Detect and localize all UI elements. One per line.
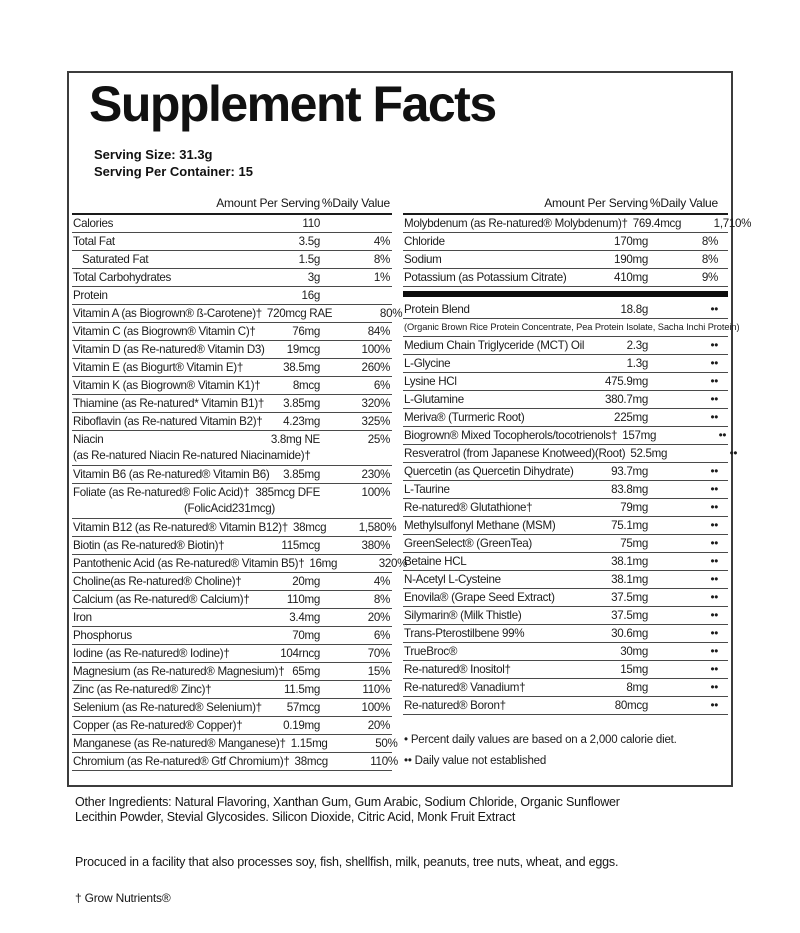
nutrient-daily-value: 6% xyxy=(373,629,390,642)
nutrient-label: Calcium (as Re-natured® Calcium)† xyxy=(73,593,250,606)
nutrient-row xyxy=(72,573,392,591)
nutrient-label: Re-natured® Vanadium† xyxy=(404,681,526,694)
nutrient-amount: 75.1mg xyxy=(611,519,648,532)
nutrient-amount: 79mg xyxy=(620,501,648,514)
nutrient-label: TrueBroc® xyxy=(404,645,458,658)
nutrient-label: Saturated Fat xyxy=(82,253,149,266)
nutrient-daily-value: •• xyxy=(710,303,718,316)
nutrient-label: N-Acetyl L-Cysteine xyxy=(404,573,501,586)
nutrient-row xyxy=(72,251,392,269)
nutrient-row xyxy=(403,427,728,445)
nutrient-label: Methylsulfonyl Methane (MSM) xyxy=(404,519,556,532)
nutrient-label: Protein xyxy=(73,289,108,302)
nutrient-daily-value: 80% xyxy=(379,307,403,320)
nutrient-label: Re-natured® Boron† xyxy=(404,699,506,712)
nutrient-row xyxy=(72,377,392,395)
nutrient-daily-value: 320% xyxy=(361,397,390,410)
footnotes xyxy=(403,730,728,772)
nutrient-amount: 3.4mg xyxy=(289,611,320,624)
nutrient-amount: 170mg xyxy=(614,235,648,248)
nutrient-amount: 110 xyxy=(302,217,320,230)
nutrient-amount: 11.5mg xyxy=(283,683,320,696)
nutrient-row xyxy=(72,233,392,251)
amount-per-serving-header: Amount Per Serving xyxy=(544,196,648,210)
nutrient-row xyxy=(403,409,728,427)
nutrient-amount: 3g xyxy=(307,271,320,284)
nutrient-label: Enovila® (Grape Seed Extract) xyxy=(404,591,555,604)
nutrient-daily-value: •• xyxy=(710,537,718,550)
thick-divider xyxy=(403,291,728,297)
nutrient-daily-value: •• xyxy=(710,339,718,352)
left-column xyxy=(72,193,408,771)
nutrient-daily-value: •• xyxy=(710,519,718,532)
nutrient-amount: 30.6mg xyxy=(611,627,648,640)
nutrient-label: Riboflavin (as Re-natured Vitamin B2)† xyxy=(73,415,263,428)
nutrient-amount: 410mg xyxy=(614,271,648,284)
nutrient-row xyxy=(72,537,392,555)
nutrient-row xyxy=(72,323,392,341)
nutrient-amount: 8mcg xyxy=(292,379,320,392)
nutrient-row xyxy=(72,555,408,573)
nutrient-label: Vitamin K (as Biogrown® Vitamin K1)† xyxy=(73,379,261,392)
nutrient-label: Silymarin® (Milk Thistle) xyxy=(404,609,522,622)
nutrient-daily-value: •• xyxy=(710,645,718,658)
nutrient-label: Protein Blend xyxy=(404,303,470,316)
nutrient-row xyxy=(403,625,728,643)
nutrient-row xyxy=(403,499,728,517)
nutrient-label: Magnesium (as Re-natured® Magnesium)† xyxy=(73,665,285,678)
nutrient-row xyxy=(403,355,728,373)
nutrient-amount: 769.4mcg xyxy=(632,217,682,230)
nutrient-daily-value: •• xyxy=(710,411,718,424)
nutrient-daily-value: •• xyxy=(710,357,718,370)
nutrient-label: Thiamine (as Re-natured* Vitamin B1)† xyxy=(73,397,265,410)
right-column-rows xyxy=(403,215,752,715)
nutrient-daily-value: •• xyxy=(710,663,718,676)
nutrient-label: Vitamin B6 (as Re-natured® Vitamin B6) xyxy=(73,468,270,481)
nutrient-daily-value: •• xyxy=(710,501,718,514)
nutrient-daily-value: 70% xyxy=(367,647,390,660)
nutrient-amount: 38.5mg xyxy=(283,361,320,374)
nutrient-label: Vitamin A (as Biogrown® ß-Carotene)† xyxy=(73,307,262,320)
nutrient-row xyxy=(403,607,728,625)
nutrient-label: Lysine HCl xyxy=(404,375,457,388)
nutrition-columns xyxy=(69,193,752,785)
nutrient-amount: 65mg xyxy=(292,665,320,678)
nutrient-row xyxy=(72,591,392,609)
nutrient-amount: 70mg xyxy=(292,629,320,642)
nutrient-amount: 37.5mg xyxy=(611,609,648,622)
nutrient-row xyxy=(72,627,392,645)
serving-size: Serving Size: 31.3g xyxy=(94,147,213,162)
nutrient-label: Vitamin E (as Biogurt® Vitamin E)† xyxy=(73,361,243,374)
other-ingredients: Other Ingredients: Natural Flavoring, Xanthan Gum, Gum Arabic, Sodium Chloride, Organic Sunflower Lecithin Powder, Stevial Glycosides. Silicon Dioxide, Citric Acid, Monk Fruit Extract xyxy=(75,795,620,824)
nutrient-row-second-line: (FolicAcid231mcg) xyxy=(72,501,392,519)
nutrient-amount: 8mg xyxy=(626,681,648,694)
nutrient-label: Pantothenic Acid (as Re-natured® Vitamin B5)† xyxy=(73,557,305,570)
nutrient-label: Iron xyxy=(73,611,92,624)
nutrient-row xyxy=(72,663,392,681)
nutrient-label: GreenSelect® (GreenTea) xyxy=(404,537,532,550)
nutrient-label: Calories xyxy=(73,217,114,230)
daily-value-header: %Daily Value xyxy=(649,196,718,210)
nutrient-amount: 15mg xyxy=(620,663,648,676)
nutrient-row xyxy=(72,466,392,484)
nutrient-daily-value: 8% xyxy=(373,593,390,606)
serving-info xyxy=(94,146,253,180)
nutrient-amount: 115mcg xyxy=(281,539,320,552)
nutrient-label: Phosphorus xyxy=(73,629,132,642)
nutrient-label: Chromium (as Re-natured® Gtf Chromium)† xyxy=(73,755,290,768)
nutrient-row xyxy=(403,571,728,589)
footnote-not-established: •• Daily value not established xyxy=(404,755,547,767)
nutrient-amount: 380.7mg xyxy=(604,393,648,406)
nutrient-label: L-Taurine xyxy=(404,483,450,496)
nutrient-amount: 57mcg xyxy=(286,701,320,714)
nutrient-row xyxy=(72,681,392,699)
nutrient-row xyxy=(72,269,392,287)
footnote-daily-values: • Percent daily values are based on a 2,000 calorie diet. xyxy=(404,734,677,746)
nutrient-daily-value: •• xyxy=(718,429,727,442)
nutrient-amount: 110mg xyxy=(286,593,320,606)
nutrient-amount: 76mg xyxy=(292,325,320,338)
nutrient-daily-value: 100% xyxy=(361,701,390,714)
nutrient-row xyxy=(403,215,752,233)
amount-per-serving-header: Amount Per Serving xyxy=(216,196,320,210)
nutrient-row xyxy=(403,517,728,535)
nutrient-row xyxy=(72,753,398,771)
nutrient-amount: 1.3g xyxy=(626,357,648,370)
nutrient-label: Sodium xyxy=(404,253,442,266)
nutrient-amount: 385mcg DFE xyxy=(255,486,320,499)
nutrient-row xyxy=(403,269,728,287)
nutrient-amount: 190mg xyxy=(614,253,648,266)
nutrient-amount: 157mg xyxy=(622,429,657,442)
nutrient-label: Total Fat xyxy=(73,235,115,248)
nutrient-daily-value: 8% xyxy=(373,253,390,266)
nutrient-amount: 38mcg xyxy=(294,755,328,768)
nutrient-amount: 52.5mg xyxy=(630,447,668,460)
nutrient-row-second-line: (as Re-natured Niacin Re-natured Niacinamide)† xyxy=(72,448,392,466)
nutrient-amount: 38mcg xyxy=(292,521,327,534)
nutrient-amount: 3.85mg xyxy=(283,397,320,410)
nutrient-daily-value: 1% xyxy=(373,271,390,284)
nutrient-label: Biogrown® Mixed Tocopherols/tocotrienols† xyxy=(404,429,618,442)
nutrient-row xyxy=(72,519,397,537)
nutrient-row xyxy=(72,484,392,501)
nutrient-label: Medium Chain Triglyceride (MCT) Oil xyxy=(404,339,585,352)
nutrient-daily-value: •• xyxy=(710,699,718,712)
nutrient-label: Foliate (as Re-natured® Folic Acid)† xyxy=(73,486,250,499)
nutrient-row xyxy=(72,735,398,753)
bottom-text xyxy=(75,795,627,905)
nutrient-row xyxy=(72,359,392,377)
nutrient-amount: 18.8g xyxy=(620,303,648,316)
nutrient-daily-value: •• xyxy=(710,393,718,406)
nutrient-label: Iodine (as Re-natured® Iodine)† xyxy=(73,647,230,660)
nutrient-daily-value: 100% xyxy=(361,343,390,356)
left-column-header xyxy=(72,193,392,215)
nutrient-row xyxy=(403,373,728,391)
nutrient-amount: 80mcg xyxy=(614,699,648,712)
nutrient-daily-value: 9% xyxy=(701,271,718,284)
label-title: Supplement Facts xyxy=(89,76,496,132)
nutrient-daily-value: 230% xyxy=(361,468,390,481)
nutrient-label: Manganese (as Re-natured® Manganese)† xyxy=(73,737,286,750)
nutrient-daily-value: 110% xyxy=(370,755,398,768)
nutrient-label: Choline(as Re-natured® Choline)† xyxy=(73,575,242,588)
nutrient-row xyxy=(403,589,728,607)
nutrient-amount: 20mg xyxy=(292,575,320,588)
serving-per-container: Serving Per Container: 15 xyxy=(94,164,253,179)
nutrient-daily-value: •• xyxy=(710,555,718,568)
nutrient-amount: 1.15mg xyxy=(290,737,328,750)
nutrient-row xyxy=(403,643,728,661)
nutrient-label: Zinc (as Re-natured® Zinc)† xyxy=(73,683,212,696)
nutrient-daily-value: •• xyxy=(710,591,718,604)
nutrient-daily-value: 84% xyxy=(367,325,390,338)
nutrient-row xyxy=(403,463,728,481)
left-column-rows xyxy=(72,215,408,771)
nutrient-row xyxy=(403,445,738,463)
nutrient-label: Vitamin B12 (as Re-natured® Vitamin B12)† xyxy=(73,521,288,534)
nutrient-daily-value: 325% xyxy=(361,415,390,428)
nutrient-label: Meriva® (Turmeric Root) xyxy=(404,411,525,424)
nutrient-amount: 38.1mg xyxy=(611,555,648,568)
nutrient-row xyxy=(72,341,392,359)
nutrient-label: Molybdenum (as Re-natured® Molybdenum)† xyxy=(404,217,628,230)
nutrient-daily-value: •• xyxy=(710,375,718,388)
nutrient-amount: 3.85mg xyxy=(283,468,320,481)
nutrient-row xyxy=(403,301,728,319)
nutrient-amount: 19mcg xyxy=(286,343,320,356)
nutrient-amount: 37.5mg xyxy=(611,591,648,604)
nutrient-label: Copper (as Re-natured® Copper)† xyxy=(73,719,243,732)
nutrient-label: L-Glutamine xyxy=(404,393,464,406)
allergen-statement: Procuced in a facility that also processes soy, fish, shellfish, milk, peanuts, tree nuts, wheat, and eggs. xyxy=(75,855,619,869)
right-column-header xyxy=(403,193,728,215)
nutrient-amount: 3.5g xyxy=(298,235,320,248)
nutrient-daily-value: 20% xyxy=(367,611,390,624)
nutrient-daily-value: •• xyxy=(710,609,718,622)
nutrient-row xyxy=(403,535,728,553)
nutrient-daily-value: 100% xyxy=(361,486,390,499)
nutrient-amount: 30mg xyxy=(620,645,648,658)
nutrient-daily-value: 25% xyxy=(367,433,390,446)
nutrient-amount: 16g xyxy=(301,289,320,302)
nutrient-row xyxy=(72,431,392,448)
nutrient-row xyxy=(72,305,403,323)
nutrient-row xyxy=(72,699,392,717)
nutrient-daily-value: •• xyxy=(710,465,718,478)
nutrient-daily-value: 4% xyxy=(373,575,390,588)
nutrient-daily-value: •• xyxy=(710,681,718,694)
nutrient-row xyxy=(72,395,392,413)
nutrient-amount: 2.3g xyxy=(626,339,648,352)
nutrient-label: Quercetin (as Quercetin Dihydrate) xyxy=(404,465,574,478)
right-column xyxy=(403,193,752,772)
nutrient-label: Trans-Pterostilbene 99% xyxy=(404,627,525,640)
nutrient-amount: 0.19mg xyxy=(283,719,320,732)
nutrient-amount: 16mg xyxy=(309,557,338,570)
nutrient-amount: 38.1mg xyxy=(611,573,648,586)
nutrient-row xyxy=(403,697,728,715)
nutrient-label: Vitamin D (as Re-natured® Vitamin D3) xyxy=(73,343,265,356)
daily-value-header: %Daily Value xyxy=(321,196,390,210)
nutrient-daily-value: 1,710% xyxy=(713,217,752,230)
nutrient-label: Chloride xyxy=(404,235,445,248)
nutrient-daily-value: 1,580% xyxy=(358,521,397,534)
nutrient-amount: 75mg xyxy=(620,537,648,550)
nutrient-label: Potassium (as Potassium Citrate) xyxy=(404,271,567,284)
ingredient-note: (Organic Brown Rice Protein Concentrate, Pea Protein Isolate, Sacha Inchi Protein) xyxy=(404,322,740,332)
nutrient-label: L-Glycine xyxy=(404,357,451,370)
nutrient-label: Betaine HCL xyxy=(404,555,467,568)
nutrient-row xyxy=(403,233,728,251)
nutrient-amount: 225mg xyxy=(614,411,648,424)
nutrient-daily-value: 380% xyxy=(361,539,390,552)
nutrient-amount: 83.8mg xyxy=(611,483,648,496)
nutrient-daily-value: •• xyxy=(729,447,738,460)
nutrient-daily-value: 8% xyxy=(701,235,718,248)
nutrient-row xyxy=(72,215,392,233)
trademark-note: † Grow Nutrients® xyxy=(75,891,171,905)
nutrient-label: Niacin xyxy=(73,433,104,446)
nutrient-amount: 475.9mg xyxy=(604,375,648,388)
nutrient-daily-value: 15% xyxy=(367,665,390,678)
nutrient-daily-value: 50% xyxy=(375,737,398,750)
nutrient-amount: 104rncg xyxy=(280,647,320,660)
nutrient-daily-value: 8% xyxy=(701,253,718,266)
nutrient-daily-value: 20% xyxy=(367,719,390,732)
nutrient-row xyxy=(403,251,728,269)
nutrient-label: Biotin (as Re-natured® Biotin)† xyxy=(73,539,225,552)
nutrient-row xyxy=(72,609,392,627)
nutrient-daily-value: 260% xyxy=(361,361,390,374)
nutrient-row xyxy=(72,287,392,305)
nutrient-label: Selenium (as Re-natured® Selenium)† xyxy=(73,701,262,714)
nutrient-daily-value: 4% xyxy=(373,235,390,248)
nutrient-label: Re-natured® Inositol† xyxy=(404,663,511,676)
label-box xyxy=(67,71,752,787)
nutrient-label: Re-natured® Glutathione† xyxy=(404,501,533,514)
nutrient-row xyxy=(72,717,392,735)
nutrient-amount: 1.5g xyxy=(298,253,320,266)
nutrient-daily-value: 320% xyxy=(378,557,408,570)
nutrient-label: Resveratrol (from Japanese Knotweed)(Root) xyxy=(404,447,626,460)
nutrient-row xyxy=(72,413,392,431)
nutrient-row xyxy=(72,645,392,663)
nutrient-amount: 93.7mg xyxy=(611,465,648,478)
nutrient-amount: 3.8mg NE xyxy=(270,433,320,446)
nutrient-row xyxy=(403,481,728,499)
nutrient-label: Vitamin C (as Biogrown® Vitamin C)† xyxy=(73,325,256,338)
nutrient-daily-value: •• xyxy=(710,483,718,496)
nutrient-row xyxy=(403,391,728,409)
ingredient-note-row xyxy=(403,319,740,337)
nutrient-label: Total Carbohydrates xyxy=(73,271,172,284)
nutrient-daily-value: •• xyxy=(710,573,718,586)
nutrient-row xyxy=(403,661,728,679)
nutrient-daily-value: 110% xyxy=(362,683,390,696)
nutrient-amount: 4.23mg xyxy=(283,415,320,428)
nutrient-daily-value: •• xyxy=(710,627,718,640)
nutrient-row xyxy=(403,337,728,355)
nutrient-row xyxy=(403,679,728,697)
nutrient-amount: 720mcg RAE xyxy=(266,307,333,320)
nutrient-row xyxy=(403,553,728,571)
nutrient-daily-value: 6% xyxy=(373,379,390,392)
